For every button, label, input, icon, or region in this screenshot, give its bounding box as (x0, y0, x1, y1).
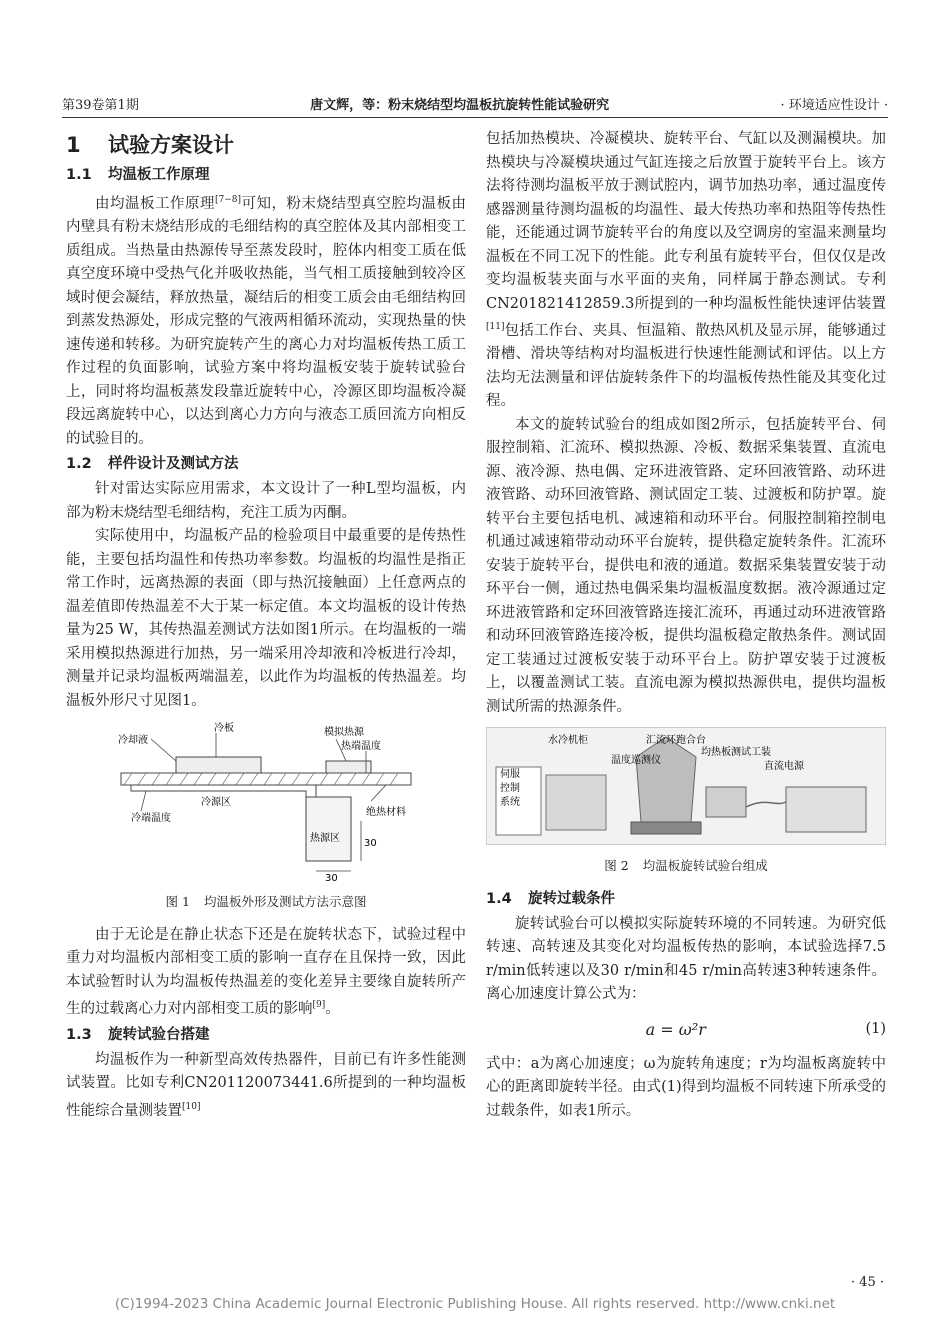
caption-number: 图 2 (604, 857, 629, 873)
label-insulation: 绝热材料 (366, 807, 406, 819)
label-cold-plate: 冷板 (214, 723, 234, 735)
subsection-1-1-heading (66, 164, 466, 187)
equation-formula: a = ω²r (645, 1020, 706, 1040)
label-dim-vertical: 30 (364, 838, 377, 850)
label-servo-2: 控制 (500, 783, 520, 795)
text: 。 (325, 1001, 340, 1018)
text: 可知，粉末烧结型真空腔均温板由内壁具有粉末烧结形成的毛细结构的真空腔体及其内部相变工质组成。当热量由热源传导至蒸发段时，腔体内相变工质在低真空度环境中受热气化并吸收热能，当气相工质接触到较冷区域时便会凝结，释放热量，凝结后的相变工质会由毛细结构回到蒸发热源处，形成完整的气液两相循环流动，实现热量的快速传递和转移。为研究旋转产生的离心力对均温板传热工质工作过程的负面影响，试验方案中将均温板安装于旋转试验台上，同时将均温板蒸发段靠近旋转中心，冷源区即均温板冷凝段远离旋转中心，以达到离心力方向与液态工质回流方向相反的试验目的。 (66, 195, 467, 447)
label-dc-power: 直流电源 (764, 761, 804, 773)
heat-source (326, 761, 371, 773)
citation: [9] (312, 1000, 326, 1011)
label-water-chiller: 水冷机柜 (548, 735, 588, 747)
subsection-number: 1.1 (66, 167, 92, 183)
left-column (66, 128, 466, 1123)
subsection-title: 样件设计及测试方法 (108, 456, 239, 473)
subsection-1-4-heading (486, 888, 886, 911)
header-volume: 第39卷第1期 (62, 97, 139, 113)
cold-plate (176, 757, 261, 773)
equation-number: (1) (865, 1021, 886, 1038)
figure-2 (486, 727, 886, 876)
page-number: · 45 · (850, 1275, 884, 1290)
text: 由于无论是在静止状态下还是在旋转状态下，试验过程中重力对均温板内部相变工质的影响一直存在且保持一致，因此本试验暂时认为均温板传热温差的变化差异主要缘自旋转所产生的过载离心力对内部相变工质的影响 (66, 926, 466, 1018)
label-slip-ring: 汇流环跑合台 (646, 735, 706, 747)
text: 包括工作台、夹具、恒温箱、散热风机及显示屏，能够通过滑槽、滑块等结构对均温板进行快速性能测试和评估。以上方法均无法测量和评估旋转条件下的均温板传热性能及其变化过程。 (486, 322, 886, 410)
figure-1-diagram (66, 721, 466, 881)
figure-2-caption (486, 856, 886, 876)
label-cold-zone: 冷源区 (201, 797, 231, 809)
paragraph-working-principle (66, 189, 466, 451)
paragraph-testbed-part1 (66, 1049, 466, 1123)
citation: [7−8] (215, 195, 242, 205)
label-servo-3: 系统 (500, 797, 520, 809)
paragraph-rotation-speeds: 旋转试验台可以模拟实际旋转环境的不同转速。为研究低转速、高转速及其变化对均温板传热的影响，本试验选择7.5 r/min低转速以及30 r/min和45 r/min高转速3种转速条件。离心加速度计算公式为： (486, 915, 886, 1003)
vapor-chamber-top (121, 773, 411, 785)
citation: [11] (486, 322, 505, 332)
paragraph-test-method: 实际使用中，均温板产品的检验项目中最重要的是传热性能，主要包括均温性和传热功率参数。均温板的均温性是指正常工作时，远离热源的表面（即与热沉接触面）上任意两点的温差值即传热温差不大于某一标定值。本文均温板的设计传热量为25 W，其传热温差测试方法如图1所示。在均温板的一端采用模拟热源进行加热，另一端采用冷却液和冷板进行冷却，测量并记录均温板两端温差，以此作为均温板的传热温差。均温板外形尺寸见图1。 (66, 528, 466, 709)
subsection-1-3-heading (66, 1024, 466, 1047)
caption-text: 均温板外形及测试方法示意图 (203, 893, 367, 909)
paragraph-equation-terms: 式中：a为离心加速度；ω为旋转角速度；r为均温板离旋转中心的距离即旋转半径。由式(1)得到均温板不同转速下所承受的过载条件，如表1所示。 (486, 1055, 886, 1119)
label-heat-zone: 热源区 (310, 833, 340, 845)
figure-1 (66, 721, 466, 912)
text: 包括加热模块、冷凝模块、旋转平台、气缸以及测漏模块。加热模块与冷凝模块通过气缸连接之后放置于旋转平台上。该方法将待测均温板平放于测试腔内，调节加热功率，通过温度传感器测量待测均温板的均温性、最大传热功率和热阻等传热性能，还能通过调节旋转平台的角度以及空调房的室温来测量均温板在不同工况下的性能。此专利虽有旋转平台，但仅仅是改变均温板装夹面与水平面的夹角，同样属于静态测试。专利CN201821412859.3所提到的一种均温板性能快速评估装置 (486, 131, 886, 312)
right-column (486, 128, 886, 1123)
label-temp-meter: 温度巡测仪 (611, 755, 661, 767)
text: 由均温板工作原理 (95, 195, 215, 212)
header-title: 唐文辉，等：粉末烧结型均温板抗旋转性能试验研究 (310, 97, 610, 113)
section-title: 试验方案设计 (108, 133, 234, 157)
equation-1 (486, 1013, 886, 1047)
label-fixture: 均热板测试工装 (701, 747, 771, 759)
caption-number: 图 1 (165, 893, 190, 909)
label-cold-temp: 冷端温度 (131, 813, 171, 825)
water-chiller-cabinet (546, 775, 606, 830)
heat-zone-block (306, 797, 351, 861)
paragraph-testbed-composition: 本文的旋转试验台的组成如图2所示，包括旋转平台、伺服控制箱、汇流环、模拟热源、冷板、数据采集装置、直流电源、液冷源、热电偶、定环进液管路、定环回液管路、动环进液管路、动环回液管路、测试固定工装、过渡板和防护罩。旋转平台主要包括电机、减速箱和动环平台。伺服控制箱控制电机通过减速箱带动动环平台旋转，提供稳定旋转条件。汇流环安装于旋转平台，提供电和液的通道。数据采集装置安装于动环平台一侧，通过热电偶采集均温板温度数据。液冷源通过定环进液管路和定环回液管路连接汇流环，再通过动环进液管路和动环回液管路连接冷板，提供均温板稳定散热条件。测试固定工装通过过渡板安装于动环平台上。防护罩安装于过渡板上，以覆盖测试工装。直流电源为模拟热源供电，提供均温板测试所需的热源条件。 (486, 416, 886, 715)
subsection-title: 均温板工作原理 (108, 167, 210, 183)
citation: [10] (182, 1101, 201, 1112)
label-coolant: 冷却液 (118, 735, 148, 747)
subsection-1-2-heading (66, 453, 466, 476)
subsection-number: 1.2 (66, 456, 92, 473)
label-hot-temp: 热端温度 (341, 741, 381, 753)
figure-2-photo (486, 727, 886, 845)
copyright-footer: (C)1994-2023 China Academic Journal Electronic Publishing House. All rights reserved. http://www.cnki.net (114, 1296, 836, 1312)
test-fixture (706, 787, 746, 817)
paragraph-testbed-continued (486, 128, 886, 414)
figure-1-caption (66, 892, 466, 912)
text: 均温板作为一种新型高效传热器件，目前已有许多性能测试装置。比如专利CN201120073441.6所提到的一种均温板性能综合量测装置 (66, 1051, 466, 1119)
label-sim-heat: 模拟热源 (324, 727, 364, 739)
label-servo-1: 伺服 (500, 769, 520, 781)
subsection-title: 旋转过载条件 (528, 890, 615, 907)
running-header (62, 92, 888, 114)
subsection-number: 1.3 (66, 1026, 92, 1043)
dc-power-supply (786, 787, 866, 832)
caption-text: 均温板旋转试验台组成 (642, 857, 768, 873)
header-rule (62, 117, 888, 118)
header-section: · 环境适应性设计 · (780, 97, 888, 113)
paragraph-sample-design: 针对雷达实际应用需求，本文设计了一种L型均温板，内部为粉末烧结型毛细结构，充注工质为丙酮。 (66, 481, 466, 521)
subsection-title: 旋转试验台搭建 (108, 1026, 210, 1043)
section-number: 1 (66, 133, 81, 157)
section-1-heading (66, 130, 466, 160)
subsection-number: 1.4 (486, 890, 512, 907)
label-dim-horizontal: 30 (325, 873, 338, 882)
paragraph-gravity-note (66, 924, 466, 1022)
